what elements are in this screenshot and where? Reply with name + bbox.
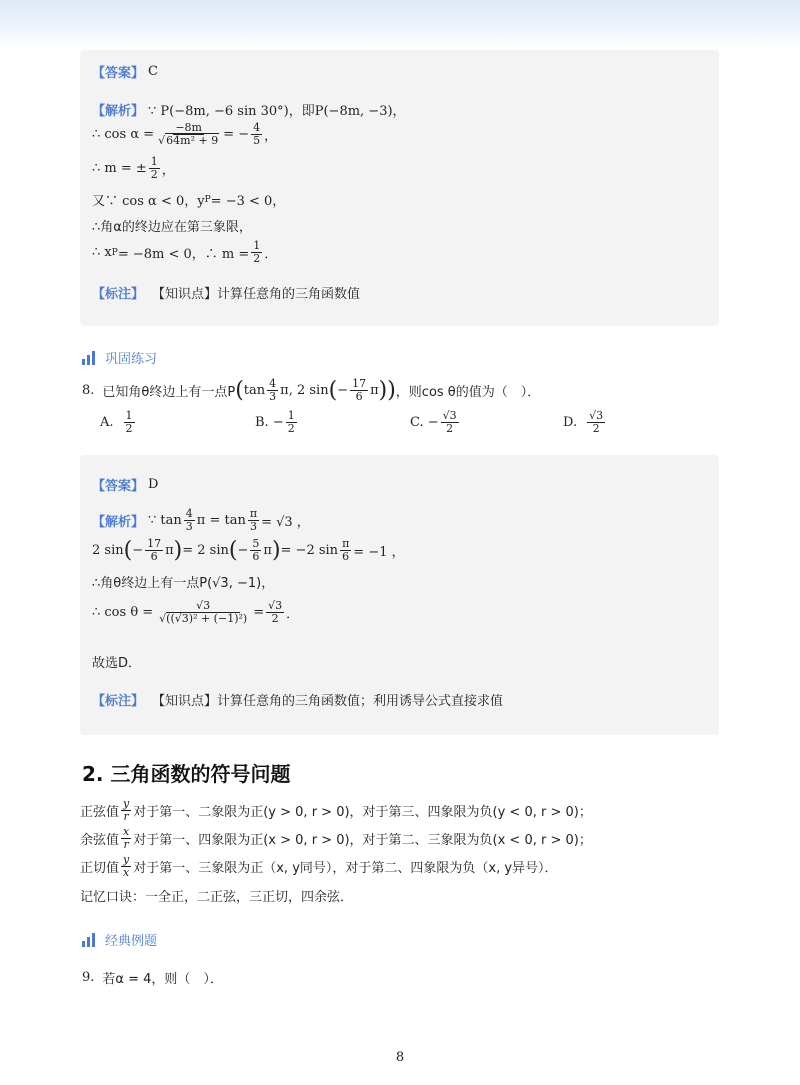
denominator: 5 [253,134,261,147]
fraction [121,826,131,851]
fraction [251,122,262,147]
minus-sign: − [132,543,144,558]
numerator: 4 [269,377,277,390]
numerator: 5 [252,537,260,550]
pi-symbol: π [263,543,272,558]
fraction [121,854,131,879]
denominator: 3 [185,520,193,533]
fraction [145,538,163,563]
math-text: 又∵ cos α < 0，y [92,194,205,209]
option-label: A. [100,415,114,430]
math-text: = [253,605,265,620]
fraction [157,600,249,625]
question-9 [82,968,223,987]
numerator: 1 [125,409,133,422]
denominator: 2 [592,422,600,435]
math-text: = −1 ， [353,545,405,560]
fraction [248,508,259,533]
denominator: √((√3)² + (−1)²) [159,612,248,625]
analysis-text: ∵ P(−8m, −6 sin 30°)，即P(−8m, −3)， [148,104,406,119]
math-text: 故选D． [92,656,142,671]
analysis-line-2 [92,538,405,563]
math-text: ∴角α的终边应在第三象限， [92,220,252,235]
analysis-line-3 [92,572,274,591]
paragraph-line-1 [80,798,592,823]
denominator: 2 [253,252,261,265]
question-text: 若α = 4，则（ ）． [102,972,223,987]
math-text: ， [264,129,278,144]
analysis-line-4 [92,190,285,209]
numerator: √3 [166,600,240,613]
option-label: D. [563,415,578,430]
page-number: 8 [395,1050,405,1065]
math-text: = 2 sin [182,543,229,558]
math-text: − [337,383,349,398]
answer-value: C [148,64,158,79]
analysis-line-1 [92,100,406,119]
math-text: tan [243,383,266,398]
numerator: y [123,853,130,866]
analysis-line-5 [92,216,252,235]
math-text: π = tan [196,513,246,528]
math-text: π, 2 sin [280,383,329,398]
answer-tag: 【答案】 [92,66,145,81]
subscript: P [111,247,118,258]
option-label: B. − [255,415,284,430]
fraction [156,122,221,147]
fraction [124,410,135,435]
para-text: 正切值 [80,861,120,876]
denominator: 2 [150,168,158,181]
fraction [266,600,284,625]
subscript: P [204,194,211,205]
math-text: ∵ tan [148,513,182,528]
denominator: 6 [342,550,350,563]
note-text: 【知识点】计算任意角的三角函数值；利用诱导公式直接求值 [152,694,504,709]
option-label: C. − [410,415,439,430]
question-text: ，则cos θ的值为（ ）． [395,385,541,400]
question-text: 已知角θ终边上有一点P [102,385,236,400]
minus-sign: − [237,543,249,558]
pi-symbol: π [165,543,174,558]
fraction [340,538,351,563]
denominator: 3 [269,390,277,403]
numerator: 1 [150,155,158,168]
section-heading: 2. 三角函数的符号问题 [82,762,291,786]
paragraph-line-4 [80,886,353,905]
math-text: ． [264,247,278,262]
answer-value: D [148,477,159,492]
denominator: 3 [249,520,257,533]
math-text: ， [161,163,175,178]
note-tag: 【标注】 [92,287,145,302]
paren-right: )) [378,378,396,403]
analysis-line-6 [92,240,277,265]
numerator: 4 [185,507,193,520]
fraction [149,156,160,181]
question-8 [82,378,540,403]
para-text: 对于第一、二象限为正(y > 0, r > 0)，对于第三、四象限为负(y < 0, r > 0)； [133,805,592,820]
math-text: 2 sin [92,543,124,558]
para-text: 对于第一、四象限为正(x > 0, r > 0)，对于第二、三象限为负(x < 0, r > 0)； [133,833,592,848]
denominator: 6 [150,550,158,563]
math-text: ∴ cos θ = [92,605,154,620]
paragraph-line-3 [80,854,558,879]
para-text: 对于第一、三象限为正（x, y同号），对于第二、四象限为负（x, y异号）． [133,861,558,876]
numerator: 4 [253,121,261,134]
math-text: ∴ cos α = [92,127,155,142]
note-line [92,690,503,709]
paren-left: ( [123,538,133,563]
numerator: −8m [175,121,202,134]
fraction [350,378,368,403]
section-title: 经典例题 [105,934,158,949]
math-text: ∴ m = ± [92,161,147,176]
question-number: 8. [82,383,95,398]
denominator: 2 [125,422,133,435]
analysis-tag: 【解析】 [92,104,145,119]
option-a[interactable] [100,410,137,435]
denominator: 2 [446,422,454,435]
denominator: 6 [252,550,260,563]
sqrt-content: 64m² + 9 [166,134,219,147]
section-title: 巩固练习 [105,352,158,367]
denominator: x [123,866,130,879]
numerator: √3 [268,599,283,612]
numerator: y [123,797,130,810]
fraction [587,410,605,435]
numerator: 1 [253,239,261,252]
analysis-line-2 [92,122,277,147]
question-number: 9. [82,970,95,985]
section-example [82,930,157,949]
fraction [121,798,131,823]
denominator: 6 [355,390,363,403]
paragraph-line-2 [80,826,592,851]
option-c[interactable] [410,410,461,435]
math-text: π [370,383,379,398]
para-text: 正弦值 [80,805,120,820]
analysis-line-1 [92,508,310,533]
denominator: 2 [287,422,295,435]
fraction [184,508,195,533]
numerator: π [342,537,350,550]
analysis-line-4 [92,600,299,625]
page-header-band [0,0,800,50]
denominator: r [123,810,129,823]
math-text: = −8m < 0，∴ m = [117,247,250,262]
paren-left: ( [328,378,338,403]
fraction [251,240,262,265]
math-text: = √3 ， [261,515,310,530]
math-text: ∴角θ终边上有一点P(√3, −1)， [92,576,275,591]
denominator: √64m² + 9 [158,134,219,147]
analysis-line-3 [92,156,175,181]
math-text: = −2 sin [280,543,339,558]
bar-chart-icon [82,351,95,365]
note-text: 【知识点】计算任意角的三角函数值 [152,287,361,302]
paren-left: ( [235,378,244,403]
denominator: r [123,838,129,851]
numerator: π [249,507,258,520]
answer-line [92,475,158,494]
answer-line [92,62,158,81]
bar-chart-icon [82,933,95,947]
section-practice [82,348,157,367]
denominator: 2 [271,612,279,625]
analysis-tag: 【解析】 [92,515,145,530]
fraction [286,410,297,435]
numerator: 1 [287,409,295,422]
math-text: ∴ x [92,245,112,260]
math-text: ． [286,607,300,622]
paren-right: ) [271,538,281,563]
numerator: 17 [352,377,367,390]
fraction [441,410,459,435]
para-text: 余弦值 [80,833,120,848]
note-tag: 【标注】 [92,694,145,709]
math-text: = −3 < 0， [210,194,286,209]
answer-tag: 【答案】 [92,479,145,494]
paren-right: ) [173,538,183,563]
numerator: √3 [442,409,457,422]
fraction [250,538,261,563]
option-b[interactable] [255,410,299,435]
fraction [267,378,278,403]
numerator: x [123,825,130,838]
math-text: = − [223,127,250,142]
numerator: √3 [589,409,604,422]
option-d[interactable] [563,410,607,435]
paren-left: ( [228,538,238,563]
analysis-line-5 [92,652,141,671]
note-line [92,283,360,302]
para-text: 记忆口诀：一全正，二正弦，三正切，四余弦． [80,890,354,905]
numerator: 17 [147,537,162,550]
